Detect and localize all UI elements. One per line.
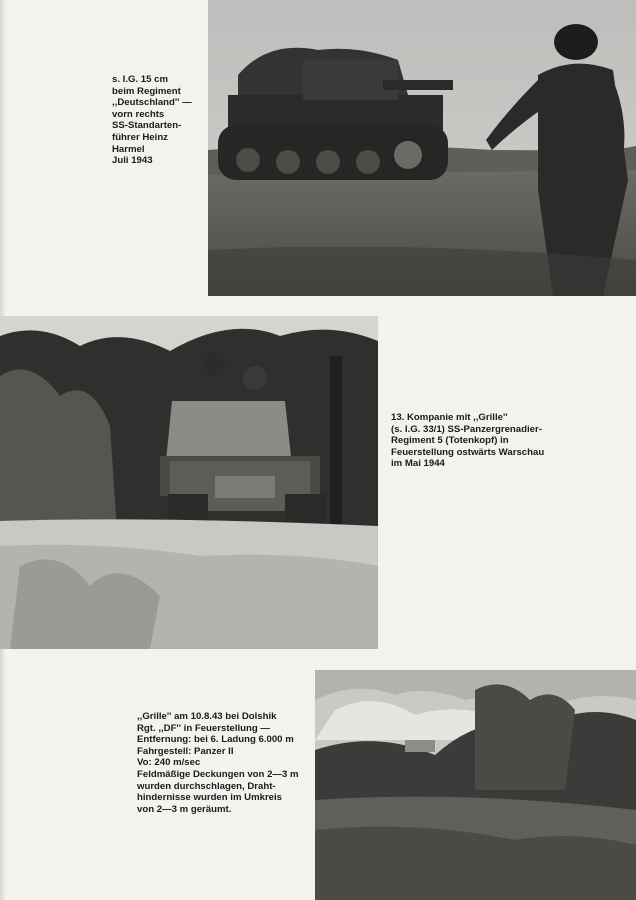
caption-top-line: beim Regiment <box>112 85 181 97</box>
caption-bottom-line: wurden durchschlagen, Draht- <box>137 780 276 792</box>
caption-top-line: s. I.G. 15 cm <box>112 74 168 85</box>
photo-top <box>208 0 636 296</box>
caption-bottom-line: Vo: 240 m/sec <box>137 757 201 769</box>
caption-top-line: Juli 1943 <box>112 155 153 167</box>
photo-top-image <box>208 0 636 296</box>
caption-top <box>112 74 192 167</box>
caption-bottom-line: von 2—3 m geräumt. <box>137 803 232 815</box>
caption-middle-line: 13. Kompanie mit ,,Grille'' <box>391 412 508 423</box>
caption-top-line: führer Heinz <box>112 131 168 143</box>
photo-middle-image <box>0 316 378 649</box>
caption-middle-line: (s. I.G. 33/1) SS-Panzergrenadier- <box>391 423 542 435</box>
caption-bottom-line: Entfernung: bei 6. Ladung 6.000 m <box>137 734 294 746</box>
caption-bottom-line: Fahrgestell: Panzer II <box>137 745 234 757</box>
caption-middle-line: Regiment 5 (Totenkopf) in <box>391 435 509 447</box>
caption-bottom-line: ,,Grille'' am 10.8.43 bei Dolshik <box>137 711 277 722</box>
caption-top-line: Harmel <box>112 143 145 155</box>
photo-bottom-image <box>315 670 636 900</box>
caption-bottom <box>137 711 299 815</box>
caption-bottom-line: hindernisse wurden im Umkreis <box>137 792 283 804</box>
caption-bottom-line: Feldmäßige Deckungen von 2—3 m <box>137 768 299 780</box>
caption-middle-line: Feuerstellung ostwärts Warschau <box>391 446 545 458</box>
caption-top-line: ,,Deutschland'' — <box>112 97 192 109</box>
caption-middle-line: im Mai 1944 <box>391 458 445 470</box>
caption-middle <box>391 412 544 470</box>
caption-bottom-line: Rgt. ,,DF'' in Feuerstellung — <box>137 722 271 734</box>
caption-top-line: SS-Standarten- <box>112 120 182 132</box>
caption-top-line: vorn rechts <box>112 108 165 120</box>
photo-middle <box>0 316 378 649</box>
photo-bottom <box>315 670 636 900</box>
